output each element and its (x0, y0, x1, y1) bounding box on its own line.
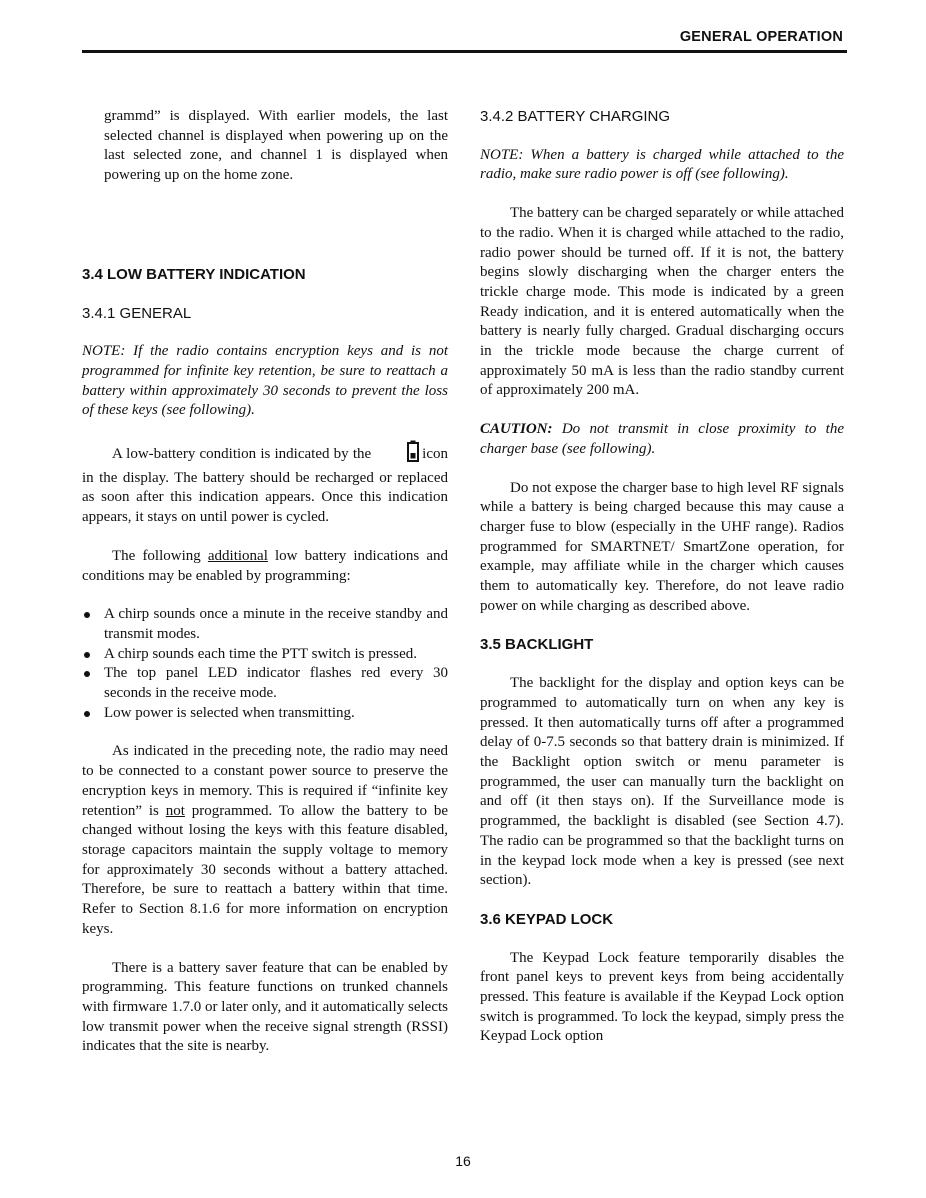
following-text-a: The following (112, 547, 208, 564)
list-item (82, 605, 448, 644)
backlight-paragraph: The backlight for the display and option keys can be programmed to automatically turn on when any key is pressed. It then automatically turns off after a programmed delay of 0-7.5 seconds so that battery drain is minimized. If the Backlight option switch or menu parameter is programmed, the user can manually turn the backlight on and off (it then stays on). If the Surveillance mode is programmed, the backlight is disabled (see Section 4.7). The radio can be programmed so that the backlight turns on in the keypad lock mode when a key is pressed (see next section). (480, 675, 844, 889)
bullet-text: A chirp sounds each time the PTT switch is pressed. (104, 645, 418, 662)
subsection-heading-battery-charging: 3.4.2 BATTERY CHARGING (480, 108, 671, 125)
preceding-underlined: not (165, 802, 185, 819)
low-battery-text-a: A low-battery condition is indicated by the (112, 446, 372, 463)
caution-text: Do not transmit in close proximity to the charger base (see following). (480, 421, 844, 457)
section-heading-low-battery: 3.4 LOW BATTERY INDICATION (82, 265, 306, 283)
low-battery-paragraph (82, 440, 448, 528)
bullet-text: A chirp sounds once a minute in the receive standby and transmit modes. (104, 606, 448, 642)
preceding-text-b: programmed. To allow the battery to be changed without losing the keys with this feature disabled, storage capacitors maintain the supply voltage to memory for approximately 30 seconds without a battery attached. Therefore, be sure to reattach a battery within that time. Refer to Section 8.1.6 for more information on encryption keys. (82, 802, 448, 937)
bullet-text: The top panel LED indicator flashes red every 30 seconds in the receive mode. (104, 665, 448, 702)
intro-paragraph: grammd” is displayed. With earlier models, the last selected channel is displayed when powering up on the last selected zone, and channel 1 is displayed when powering up on the home zone. (104, 108, 448, 184)
rf-paragraph: Do not expose the charger base to high level RF signals while a battery is being charged because this may cause a charger fuse to blow (especially in the UHF range). Radios programmed for SMARTNET/ SmartZone operation, for example, may affiliate while in the charger which causes them to automatically key. Therefore, do not leave radio power on while charging as described above. (480, 479, 844, 614)
low-battery-text-b: icon in the display. The battery should be recharged or replaced as soon after this indication appears. Once this indication appears, it stays on until power is cycled. (82, 446, 448, 526)
preceding-text-a: As indicated in the preceding note, the radio may need to be connected to a constant power source to preserve the encryption keys in memory. This is required if “infinite key retention” is (82, 743, 448, 819)
list-item (82, 704, 448, 724)
following-underlined: additional (207, 547, 268, 564)
bullet-dot (84, 652, 90, 658)
page-number: 16 (455, 1153, 471, 1169)
list-item (82, 645, 448, 665)
preceding-note-paragraph (82, 742, 448, 939)
bullet-dot (84, 612, 90, 618)
header-rule (82, 50, 847, 53)
section-heading-keypad-lock: 3.6 KEYPAD LOCK (480, 910, 614, 928)
battery-saver-paragraph: There is a battery saver feature that can be enabled by programming. This feature functions on trunked channels with firmware 1.7.0 or later only, and it automatically selects low transmit power when the receive signal strength (RSSI) indicates that the site is nearby. (82, 959, 448, 1055)
page-header (82, 29, 845, 49)
left-column (82, 107, 448, 1057)
bullet-list (82, 605, 448, 723)
bullet-dot (84, 671, 90, 677)
additional-indications-paragraph (82, 547, 448, 586)
subsection-heading-general: 3.4.1 GENERAL (82, 304, 192, 322)
caution-label: CAUTION: (480, 421, 553, 438)
section-heading-backlight: 3.5 BACKLIGHT (480, 636, 594, 654)
header-title: GENERAL OPERATION (679, 29, 843, 45)
battery-icon (377, 440, 419, 469)
keypad-lock-paragraph: The Keypad Lock feature temporarily disables the front panel keys to prevent keys from being accidentally pressed. This feature is available if the Keypad Lock option switch is programmed. To lock the keypad, simply press the Keypad Lock option (480, 949, 844, 1045)
following-text-b: low battery indications and conditions may be enabled by programming: (82, 547, 448, 584)
list-item (82, 664, 448, 703)
bullet-dot (84, 711, 90, 717)
right-column (480, 107, 844, 1047)
caution-note (480, 420, 844, 459)
charging-paragraph: The battery can be charged separately or while attached to the radio. When it is charged while attached to the radio, radio power should be turned off. If it is not, the battery begins slowly discharging when the charger enters the trickle charge mode. This mode is indicated by a green Ready indication, and it is entered automatically when the battery is nearly fully charged. Gradual discharging occurs in the trickle mode because the charge current of approximately 50 mA is less than the radio standby current of approximately 200 mA. (480, 205, 844, 399)
bullet-text: Low power is selected when transmitting. (104, 704, 355, 721)
note-charging: NOTE: When a battery is charged while attached to the radio, make sure radio power is off (see following). (480, 146, 844, 183)
note-encryption: NOTE: If the radio contains encryption keys and is not programmed for infinite key retention, be sure to reattach a battery within approximately 30 seconds to prevent the loss of these keys (see following). (82, 343, 448, 419)
